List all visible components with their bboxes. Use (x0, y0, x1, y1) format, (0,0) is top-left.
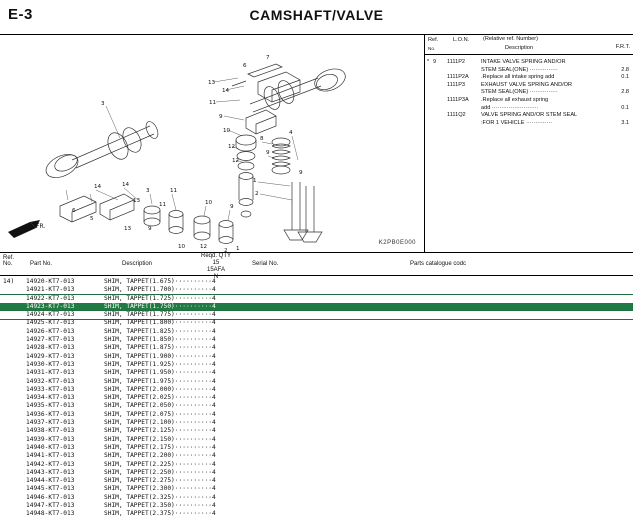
table-row[interactable] (0, 427, 633, 435)
cell-qty: 4 (212, 352, 216, 360)
cell-description: SHIM, TAPPET(1.825)·········· (104, 327, 213, 335)
table-row[interactable] (0, 436, 633, 444)
cell-description: SHIM, TAPPET(2.200)·········· (104, 452, 213, 460)
cell-description: SHIM, TAPPET(2.275)·········· (104, 477, 213, 485)
column-description: Description (122, 261, 153, 267)
table-row[interactable] (0, 295, 633, 303)
cell-part-no: 14924-KT7-013 (26, 311, 75, 319)
table-row[interactable] (0, 286, 633, 294)
cell-part-no: 14933-KT7-013 (26, 385, 75, 393)
table-row[interactable] (0, 378, 633, 386)
cell-part-no: 14928-KT7-013 (26, 344, 75, 352)
svg-text:12: 12 (228, 144, 236, 150)
cell-qty: 4 (212, 319, 216, 327)
cell-part-no: 14923-KT7-013 (26, 302, 75, 310)
cell-description: SHIM, TAPPET(1.750)·········· (104, 302, 213, 310)
cell-description: SHIM, TAPPET(2.175)·········· (104, 443, 213, 451)
header-ref-no: Ref. No. (428, 37, 439, 51)
cell-description: SHIM, TAPPET(1.675)·········· (104, 278, 213, 285)
svg-text:10: 10 (205, 200, 213, 206)
relative-reference-rows (425, 55, 633, 126)
cell-qty: 4 (212, 278, 216, 285)
relative-reference-header (425, 34, 633, 55)
cell-qty: 4 (212, 477, 216, 485)
illustration-panel (0, 34, 425, 252)
svg-text:13: 13 (124, 226, 132, 232)
cell-description: SHIM, TAPPET(1.875)·········· (104, 344, 213, 352)
cell-description: SHIM, TAPPET(2.225)·········· (104, 460, 213, 468)
svg-text:14: 14 (122, 182, 130, 188)
table-row[interactable] (0, 278, 633, 286)
column-part-no: Part No. (30, 261, 53, 267)
cell-qty: 4 (212, 510, 216, 518)
svg-text:1: 1 (253, 178, 257, 184)
cell-part-no: 14920-KT7-013 (26, 278, 75, 285)
cell-qty: 4 (212, 427, 216, 435)
cell-qty: 4 (212, 360, 216, 368)
column-reqd-qty: Reqd. QTY 15 15AFA N (200, 253, 231, 280)
page-code: E-3 (8, 6, 33, 23)
cell-description: SHIM, TAPPET(2.025)·········· (104, 394, 213, 402)
cell-part-no: 14926-KT7-013 (26, 327, 75, 335)
cell-description: SHIM, TAPPET(2.000)·········· (104, 385, 213, 393)
column-serial-no: Serial No. (252, 261, 279, 267)
cell-part-no: 14940-KT7-013 (26, 443, 75, 451)
table-row[interactable] (0, 502, 633, 510)
cell-description: SHIM, TAPPET(1.925)·········· (104, 360, 213, 368)
cell-description: SHIM, TAPPET(2.250)·········· (104, 468, 213, 476)
table-row[interactable] (0, 386, 633, 394)
svg-text:5: 5 (90, 216, 94, 222)
camshaft-valve-diagram (0, 34, 424, 252)
svg-text:14: 14 (94, 184, 102, 190)
cell-qty: 4 (212, 394, 216, 402)
cell-qty: 4 (212, 452, 216, 460)
cell-description: SHIM, TAPPET(2.300)·········· (104, 485, 213, 493)
table-row[interactable] (0, 485, 633, 493)
cell-description: SHIM, TAPPET(2.075)·········· (104, 410, 213, 418)
svg-text:11: 11 (209, 100, 217, 106)
cell-part-no: 14943-KT7-013 (26, 468, 75, 476)
cell-description: SHIM, TAPPET(1.900)·········· (104, 352, 213, 360)
svg-text:9: 9 (219, 114, 223, 120)
parts-table-header (0, 253, 633, 280)
cell-part-no: 14931-KT7-013 (26, 369, 75, 377)
page-title: CAMSHAFT/VALVE (249, 7, 384, 23)
cell-qty: 4 (212, 385, 216, 393)
svg-text:9: 9 (266, 150, 270, 156)
cell-description: SHIM, TAPPET(2.325)·········· (104, 493, 213, 501)
column-ref-no: Ref. No. (3, 255, 15, 267)
note-row: STEM SEAL(ONE) ··············· 2.8 (481, 66, 629, 73)
cell-qty: 4 (212, 294, 216, 302)
cell-qty: 4 (212, 286, 216, 294)
note-row: 1111Q2 VALVE SPRING AND/OR STEM SEAL (447, 112, 578, 119)
cell-part-no: 14922-KT7-013 (26, 294, 75, 302)
svg-text:FR.: FR. (36, 223, 46, 230)
front-direction-marker (6, 218, 54, 240)
svg-text:14: 14 (222, 88, 230, 94)
column-catalogue-code: Parts catalogue codc (410, 261, 467, 267)
cell-qty: 4 (212, 369, 216, 377)
cell-qty: 4 (212, 435, 216, 443)
table-row[interactable] (0, 411, 633, 419)
cell-part-no: 14948-KT7-013 (26, 510, 75, 518)
cell-part-no: 14927-KT7-013 (26, 336, 75, 344)
parts-table (0, 252, 633, 518)
svg-text:9: 9 (230, 204, 234, 210)
cell-description: SHIM, TAPPET(2.350)·········· (104, 502, 213, 510)
cell-qty: 4 (212, 493, 216, 501)
svg-text:6: 6 (72, 208, 76, 214)
note-row: :FOR 1 VEHICLE ·············· 3.1 (481, 119, 629, 126)
cell-qty: 4 (212, 327, 216, 335)
table-row[interactable] (0, 394, 633, 402)
cell-description: SHIM, TAPPET(1.725)·········· (104, 294, 213, 302)
cell-description: SHIM, TAPPET(1.850)·········· (104, 336, 213, 344)
cell-description: SHIM, TAPPET(2.050)·········· (104, 402, 213, 410)
table-row[interactable] (0, 344, 633, 352)
table-row[interactable] (0, 469, 633, 477)
cell-part-no: 14947-KT7-013 (26, 502, 75, 510)
cell-qty: 4 (212, 336, 216, 344)
svg-text:10: 10 (178, 244, 186, 250)
svg-text:3: 3 (146, 188, 150, 194)
cell-part-no: 14937-KT7-013 (26, 419, 75, 427)
cell-part-no: 14936-KT7-013 (26, 410, 75, 418)
table-row[interactable] (0, 361, 633, 369)
svg-text:12: 12 (232, 158, 240, 164)
cell-description: SHIM, TAPPET(1.775)·········· (104, 311, 213, 319)
svg-text:11: 11 (170, 188, 178, 194)
cell-qty: 4 (212, 377, 216, 385)
cell-description: SHIM, TAPPET(2.125)·········· (104, 427, 213, 435)
table-row[interactable] (0, 353, 633, 361)
header-frt: F.R.T. (615, 44, 630, 50)
svg-text:4: 4 (289, 130, 293, 136)
cell-description: SHIM, TAPPET(2.150)·········· (104, 435, 213, 443)
cell-qty: 4 (212, 419, 216, 427)
cell-part-no: 14939-KT7-013 (26, 435, 75, 443)
cell-qty: 4 (212, 468, 216, 476)
cell-part-no: 14941-KT7-013 (26, 452, 75, 460)
cell-part-no: 14929-KT7-013 (26, 352, 75, 360)
cell-part-no: 14934-KT7-013 (26, 394, 75, 402)
cell-description: SHIM, TAPPET(1.975)·········· (104, 377, 213, 385)
svg-text:2: 2 (255, 191, 259, 197)
cell-part-no: 14944-KT7-013 (26, 477, 75, 485)
cell-part-no: 14945-KT7-013 (26, 485, 75, 493)
note-row: 1111P2A .Replace all intake spring add 0.1 (447, 74, 629, 81)
note-row: 1111P3 EXHAUST VALVE SPRING AND/OR (447, 81, 573, 88)
svg-text:2: 2 (224, 248, 228, 252)
note-row: * 9 1111P2 INTAKE VALVE SPRING AND/OR (427, 59, 566, 65)
cell-qty: 4 (212, 502, 216, 510)
cell-part-no: 14935-KT7-013 (26, 402, 75, 410)
relative-reference-table (425, 34, 633, 252)
svg-text:13: 13 (208, 80, 216, 86)
table-row[interactable] (0, 494, 633, 502)
cell-part-no: 14921-KT7-013 (26, 286, 75, 294)
table-row[interactable] (0, 336, 633, 344)
cell-part-no: 14942-KT7-013 (26, 460, 75, 468)
cell-description: SHIM, TAPPET(1.800)·········· (104, 319, 213, 327)
table-row[interactable] (0, 369, 633, 377)
cell-description: SHIM, TAPPET(2.375)·········· (104, 510, 213, 518)
table-row[interactable] (0, 444, 633, 452)
cell-qty: 4 (212, 460, 216, 468)
cell-description: SHIM, TAPPET(2.100)·········· (104, 419, 213, 427)
cell-qty: 4 (212, 485, 216, 493)
table-row[interactable] (0, 452, 633, 460)
table-row[interactable] (0, 461, 633, 469)
cell-part-no: 14930-KT7-013 (26, 360, 75, 368)
cell-part-no: 14946-KT7-013 (26, 493, 75, 501)
header-lon: L.O.N. (453, 37, 470, 43)
table-row[interactable] (0, 311, 633, 319)
svg-text:7: 7 (266, 55, 270, 61)
svg-text:3: 3 (101, 101, 105, 107)
table-row[interactable] (0, 419, 633, 427)
cell-description: SHIM, TAPPET(1.950)·········· (104, 369, 213, 377)
svg-text:9: 9 (299, 170, 303, 176)
svg-text:10: 10 (223, 128, 231, 134)
note-row: STEM SEAL(ONE) ··············· 2.8 (481, 89, 629, 96)
cell-qty: 4 (212, 344, 216, 352)
header-description: (Relative ref. Number) Description (483, 36, 539, 51)
svg-text:6: 6 (243, 63, 247, 69)
cell-qty: 4 (212, 311, 216, 319)
cell-qty: 4 (212, 410, 216, 418)
table-row[interactable] (0, 510, 633, 518)
cell-part-no: 14938-KT7-013 (26, 427, 75, 435)
table-row[interactable] (0, 303, 633, 311)
table-row[interactable] (0, 402, 633, 410)
note-row: add ························· 0.1 (481, 104, 629, 111)
svg-text:1: 1 (236, 246, 240, 252)
note-row: 1111P3A .Replace all exhaust spring (447, 96, 549, 103)
table-row[interactable] (0, 328, 633, 336)
cell-qty: 4 (212, 443, 216, 451)
svg-text:8: 8 (260, 136, 264, 142)
table-row[interactable] (0, 319, 633, 327)
cell-part-no: 14932-KT7-013 (26, 377, 75, 385)
cell-part-no: 14925-KT7-013 (26, 319, 75, 327)
cell-description: SHIM, TAPPET(1.700)·········· (104, 286, 213, 294)
page-header (0, 0, 633, 35)
svg-text:9: 9 (148, 226, 152, 232)
cell-ref-no: 14) (3, 278, 15, 285)
parts-table-rows (0, 276, 633, 519)
svg-text:12: 12 (200, 244, 208, 250)
cell-qty: 4 (212, 302, 216, 310)
svg-text:13: 13 (133, 198, 141, 204)
drawing-code: K2PB0E000 (378, 240, 416, 246)
cell-qty: 4 (212, 402, 216, 410)
svg-text:11: 11 (159, 202, 167, 208)
table-row[interactable] (0, 477, 633, 485)
